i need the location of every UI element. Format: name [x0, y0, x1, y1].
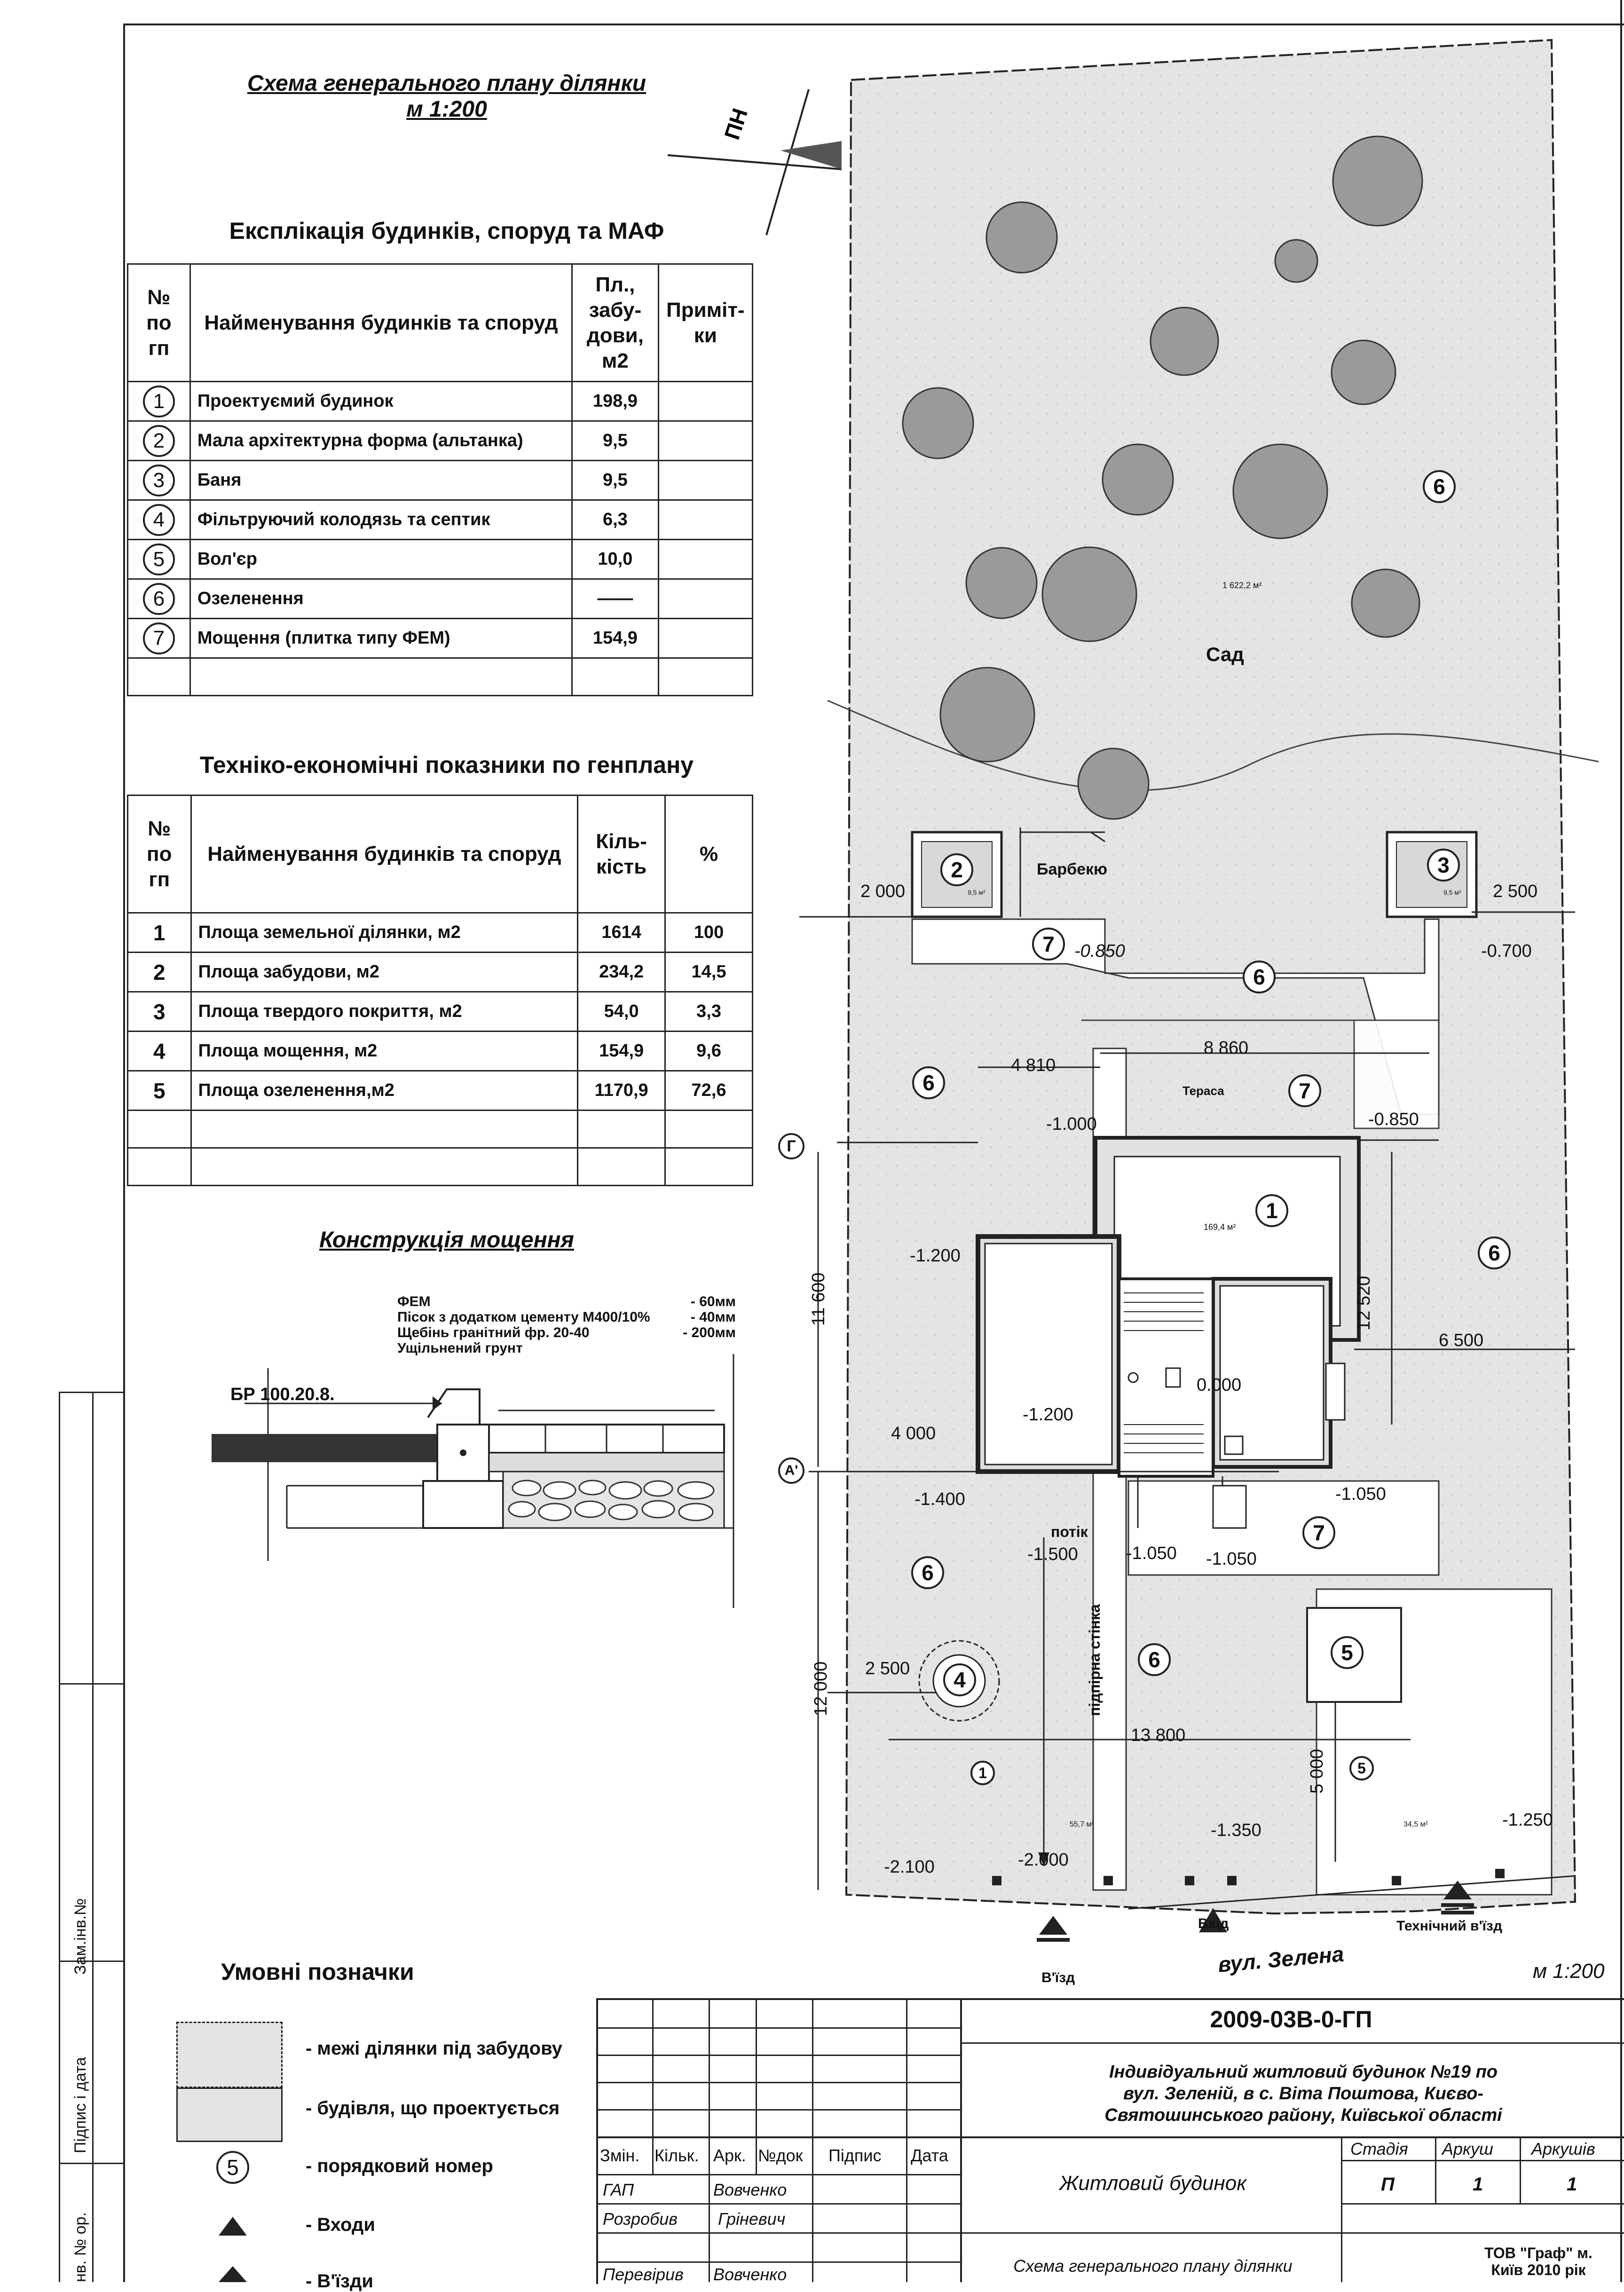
stamp-company: ТОВ "Граф" м. Київ 2010 рік	[1484, 2245, 1592, 2278]
tech-drive-label: Технічний в'їзд	[1396, 1918, 1502, 1934]
tep-row: 5 Площа озеленення,м2 1170,9 72,6	[128, 1071, 753, 1111]
level-l11: -1.050	[1126, 1544, 1177, 1563]
marker-6-right: 6	[1478, 1237, 1511, 1269]
stamp-col-h4: Підпис	[828, 2146, 882, 2165]
dim-2500-well: 2 500	[865, 1659, 910, 1678]
stamp	[596, 1998, 1624, 2284]
dim-4810: 4 810	[1011, 1055, 1056, 1075]
legend-building-swatch	[176, 2087, 283, 2142]
axis-g-marker: Г	[778, 1133, 804, 1159]
dim-11600: 11 600	[809, 1272, 828, 1326]
plan-scale: м 1:200	[1533, 1960, 1605, 1983]
expl-row: 2 Мала архітектурна форма (альтанка) 9,5	[128, 421, 753, 461]
expl-row: 4 Фільтруючий колодязь та септик 6,3	[128, 500, 753, 540]
paving-layers: ФЕМ - 60мм Пісок з додатком цементу М400/10% - 40мм Щебінь гранітний фр. 20-40 - 200мм Ущільнений грунт	[397, 1294, 736, 1356]
garden-label: Сад	[1206, 643, 1244, 665]
marker-6-lower-mid: 6	[1138, 1643, 1171, 1676]
marker-6-lower-left: 6	[911, 1556, 944, 1589]
flow-label: потік	[1051, 1523, 1088, 1540]
stamp-stage-h0: Стадія	[1350, 2139, 1408, 2158]
level-l8: -1.400	[914, 1489, 965, 1509]
area-small-2: 9,5 м²	[968, 889, 985, 896]
explication-title: Експлікація будинків, споруд та МАФ	[229, 218, 664, 244]
retaining-wall-label: підпірна стінка	[1086, 1604, 1103, 1716]
marker-6-garden: 6	[1423, 470, 1456, 503]
tep-row: 4 Площа мощення, м2 154,9 9,6	[128, 1032, 753, 1071]
garden-area: 1 622,2 м²	[1222, 581, 1262, 590]
stamp-role-2: Перевірив	[603, 2265, 684, 2284]
marker-7-terrace: 7	[1288, 1074, 1321, 1107]
level-l4: -0.850	[1368, 1110, 1419, 1129]
stamp-role-1: Розробив	[603, 2209, 678, 2229]
marker-1-small: 1	[970, 1761, 995, 1785]
legend-item-entrance: - Входи	[306, 2214, 375, 2235]
legend-drive-icon	[216, 2264, 249, 2282]
marker-7-bbq: 7	[1032, 928, 1065, 961]
marker-6-left: 6	[912, 1066, 945, 1099]
tep-row: 2 Площа забудови, м2 234,2 14,5	[128, 953, 753, 992]
side-label-sign: Підпис і дата	[71, 2057, 89, 2153]
expl-row: 3 Баня 9,5	[128, 461, 753, 500]
dim-4000: 4 000	[891, 1424, 936, 1443]
site-plan	[799, 33, 1622, 1942]
stamp-col-h2: Арк.	[713, 2146, 746, 2165]
marker-3-bath: 3	[1427, 849, 1460, 882]
expl-h-no: № по гп	[128, 264, 190, 382]
stamp-role-0: ГАП	[603, 2180, 634, 2199]
stamp-col-h1: Кільк.	[654, 2146, 699, 2165]
level-l2: -0.700	[1481, 941, 1532, 961]
level-l12: -1.050	[1206, 1549, 1257, 1569]
marker-5-pen: 5	[1331, 1636, 1364, 1669]
stamp-code: 2009-03В-0-ГП	[1210, 2006, 1372, 2032]
bbq-label: Барбекю	[1037, 860, 1108, 878]
side-label-orig: нв. № ор.	[71, 2212, 89, 2282]
tep-title: Техніко-економічні показники по генплану	[199, 752, 694, 778]
stamp-building: Житловий будинок	[1059, 2172, 1246, 2195]
street-label: вул. Зелена	[1217, 1941, 1345, 1977]
expl-row: 1 Проектуємий будинок 198,9	[128, 382, 753, 421]
level-l16: -1.250	[1502, 1810, 1553, 1830]
stamp-name-2: Вовченко	[713, 2265, 787, 2284]
legend-item-number: - порядковий номер	[306, 2156, 493, 2176]
area-small-3: 9,5 м²	[1443, 889, 1461, 896]
stamp-name-0: Вовченко	[713, 2180, 787, 2199]
tep-h-pct: %	[665, 796, 753, 913]
stamp-col-h5: Дата	[911, 2146, 948, 2165]
stamp-stage-v2: 1	[1567, 2174, 1577, 2195]
dim-12000: 12 000	[811, 1661, 831, 1716]
paving-section-drawing	[197, 1354, 762, 1617]
expl-row: 7 Мощення (плитка типу ФЕМ) 154,9	[128, 619, 753, 658]
expl-row: 6 Озеленення ——	[128, 579, 753, 619]
dim-6500: 6 500	[1439, 1331, 1484, 1350]
expl-h-note: Приміт-ки	[658, 264, 752, 382]
legend-item-drive: - В'їзди	[306, 2271, 373, 2292]
tep-h-qty: Кіль-кість	[578, 796, 665, 913]
level-l5: -1.200	[910, 1246, 961, 1266]
area-345: 34,5 м²	[1403, 1820, 1428, 1828]
stamp-sheet-name: Схема генерального плану ділянки	[1013, 2256, 1293, 2276]
level-l1: -0.850	[1074, 941, 1125, 961]
marker-1-house: 1	[1255, 1194, 1288, 1227]
paving-title: Конструкція мощення	[319, 1228, 574, 1252]
level-l6: 0.000	[1197, 1375, 1242, 1395]
frame-top-border	[123, 24, 1624, 25]
stamp-name-1: Гріневич	[718, 2209, 786, 2229]
stamp-stage-h2: Аркушів	[1531, 2139, 1595, 2158]
house-area: 169,4 м²	[1204, 1222, 1236, 1232]
stamp-stage-h1: Аркуш	[1442, 2139, 1493, 2158]
expl-row: 5 Вол'єр 10,0	[128, 540, 753, 579]
level-l3: -1.000	[1046, 1114, 1097, 1134]
marker-5-small: 5	[1349, 1756, 1374, 1780]
level-l9: -1.050	[1335, 1484, 1386, 1504]
tep-h-no: № по гп	[128, 796, 191, 913]
curb-label: БР 100.20.8.	[230, 1385, 335, 1404]
level-l10: -1.500	[1027, 1544, 1078, 1564]
stamp-col-h3: №док	[758, 2146, 803, 2165]
marker-6-mid: 6	[1243, 961, 1276, 993]
expl-h-area: Пл., забу-дови, м2	[572, 264, 659, 382]
drive-in-label: В'їзд	[1041, 1970, 1075, 1985]
level-l15: -2.100	[884, 1857, 935, 1877]
legend-item-building: - будівля, що проектується	[306, 2098, 560, 2119]
stamp-stage-v1: 1	[1473, 2174, 1483, 2195]
side-label-inv: Зам.інв.№	[71, 1898, 89, 1975]
explication-table	[127, 263, 753, 696]
legend-entrance-icon	[216, 2214, 249, 2238]
area-557: 55,7 м²	[1070, 1820, 1094, 1828]
stamp-col-h0: Змін.	[600, 2146, 640, 2165]
marker-4-well: 4	[943, 1663, 976, 1696]
legend-boundary-swatch	[176, 2022, 283, 2088]
north-label: ПН	[719, 105, 752, 143]
dim-12520: 12 520	[1354, 1276, 1374, 1331]
level-l13: -1.350	[1211, 1820, 1261, 1840]
tep-row: 3 Площа твердого покриття, м2 54,0 3,3	[128, 992, 753, 1032]
dim-2500-top: 2 500	[1493, 882, 1538, 901]
stamp-project: Індивідуальний житловий будинок №19 по вул. Зеленій, в с. Віта Поштова, Києво-Святошинського району, Київської області	[1104, 2062, 1502, 2125]
dim-13800: 13 800	[1131, 1725, 1186, 1745]
terrace-label: Тераса	[1183, 1084, 1224, 1098]
tep-table	[127, 795, 753, 1186]
dim-8860: 8 860	[1204, 1038, 1249, 1058]
level-l14: -2.000	[1018, 1850, 1069, 1870]
stamp-stage-v0: П	[1381, 2174, 1395, 2195]
marker-7-lower: 7	[1302, 1516, 1335, 1549]
tep-row: 1 Площа земельної ділянки, м2 1614 100	[128, 913, 753, 953]
axis-a-marker: А'	[778, 1457, 804, 1484]
side-strip	[59, 1392, 125, 2282]
marker-2-gazebo: 2	[940, 853, 973, 886]
level-l7: -1.200	[1023, 1405, 1073, 1425]
dim-5000: 5 000	[1307, 1749, 1327, 1794]
dim-2000: 2 000	[860, 882, 906, 901]
tep-h-name: Найменування будинків та споруд	[191, 796, 578, 913]
legend-number-sample: 5	[216, 2151, 249, 2184]
legend-title: Умовні позначки	[221, 1959, 414, 1985]
legend-item-boundary: - межі ділянки під забудову	[306, 2038, 562, 2059]
entry-label: Вхід	[1198, 1916, 1229, 1931]
expl-h-name: Найменування будинків та споруд	[190, 264, 572, 382]
page-title: Схема генерального плану ділянки м 1:200	[247, 71, 646, 122]
